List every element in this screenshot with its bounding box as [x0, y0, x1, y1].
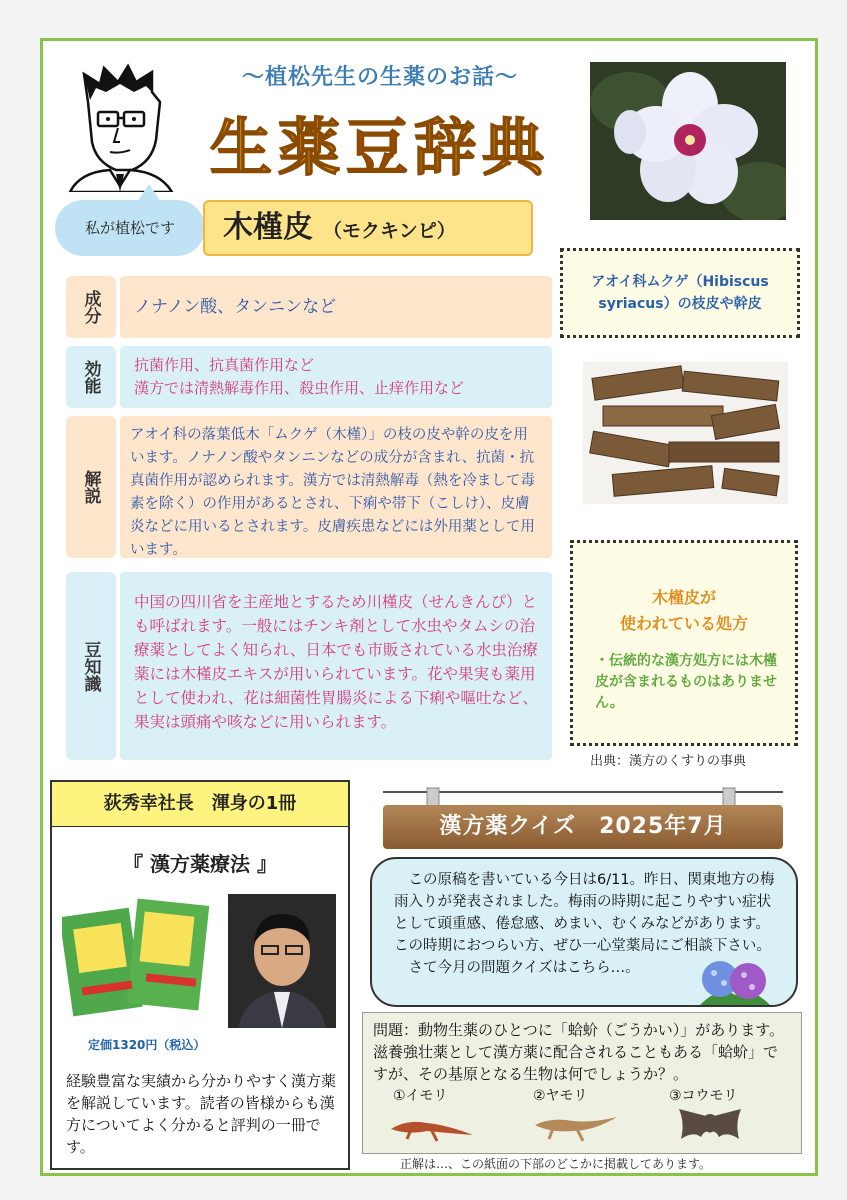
quiz-question-box — [362, 1012, 802, 1154]
label-kaisetsu: 解説 — [66, 416, 116, 558]
herb-reading: （モクキンピ） — [323, 220, 456, 242]
mamechishiki-text: 中国の四川省を主産地とするため川槿皮（せんきんぴ）とも呼ばれます。一般にはチンキ剤として水虫やタムシの治療薬としてよく知られ、日本でも市販されている水虫治療薬には木槿皮エキスが用いられています。花や果実も薬用として使われ、花は細菌性胃腸炎による下痢や嘔吐など、果実は頭痛や咳などに用いられます。 — [120, 572, 552, 760]
label-kouno: 効能 — [66, 346, 116, 408]
label-seibun: 成分 — [66, 276, 116, 338]
label-mamechishiki: 豆知識 — [66, 572, 116, 760]
source-citation: 出典：漢方のくすりの事典 — [590, 754, 747, 769]
source-plant-caption: アオイ科ムクゲ（Hibiscus syriacus）の枝皮や幹皮 — [560, 248, 800, 338]
bat-icon — [675, 1103, 745, 1147]
page-title — [195, 98, 565, 187]
kaisetsu-text: アオイ科の落葉低木「ムクゲ（木槿）」の枝の皮や幹の皮を用います。ノナノン酸やタンニンなどの成分が含まれ、抗菌・抗真菌作用が認められます。漢方では清熱解毒（熱を冷まして毒素を除く）の作用があるとされ、下痢や帯下（こしけ）、皮膚炎などに用いるとされます。皮膚疾患などには外用薬として用います。 — [120, 416, 552, 558]
prescription-title-line1: 木槿皮が — [651, 588, 716, 607]
answer-note: 正解は…、この紙面の下部のどこかに掲載してあります。 — [400, 1157, 712, 1171]
quiz-option-2: ②ヤモリ — [533, 1088, 588, 1104]
uematsu-portrait — [60, 62, 180, 192]
book-description: 経験豊富な実績から分かりやすく漢方薬を解説しています。読者の皆様からも漢方についてよく分かると評判の一冊です。 — [66, 1072, 337, 1156]
quiz-sign: 漢方薬クイズ 2025年7月 — [383, 805, 783, 849]
herb-name: 木槿皮 — [223, 210, 313, 245]
kouno-text: 抗菌作用、抗真菌作用など 漢方では清熱解毒作用、殺虫作用、止痒作用など — [120, 346, 552, 408]
book-header: 荻秀幸社長 渾身の1冊 — [52, 782, 348, 827]
quiz-question: 問題：動物生薬のひとつに「蛤蚧（ごうかい）」があります。滋養強壮薬として漢方薬に配合されることもある「蛤蚧」ですが、その基原となる生物は何でしょうか？。 — [373, 1021, 785, 1083]
gecko-icon — [531, 1105, 621, 1145]
quiz-option-3: ③コウモリ — [669, 1088, 738, 1104]
title-part-1: 生薬 — [209, 111, 346, 184]
book-title: 『 漢方薬療法 』 — [123, 852, 277, 876]
prescription-box — [570, 540, 798, 746]
seibun-text: ノナノン酸、タンニンなど — [120, 276, 552, 338]
herb-name-box — [203, 200, 533, 256]
series-subtitle: ～植松先生の生薬のお話～ — [241, 65, 518, 90]
speech-bubble: 私が植松です — [55, 200, 205, 256]
bark-photo — [583, 362, 788, 504]
book-cover-image — [62, 892, 212, 1027]
prescription-title-line2: 使われている処方 — [619, 614, 748, 633]
quiz-option-1: ①イモリ — [393, 1088, 448, 1104]
quiz-intro-text: この原稿を書いている今日は6/11。昨日、関東地方の梅雨入りが発表されました。梅雨の時期に起こりやすい症状として頭重感、倦怠感、めまい、むくみなどがあります。この時期におつらい方、ぜひ一心堂薬局にご相談下さい。 さて今月の問題クイズはこちら…。 — [394, 872, 775, 976]
title-part-2: 豆 — [345, 111, 414, 184]
prescription-body: ・伝統的な漢方処方には木槿皮が含まれるものはありません。 — [595, 653, 777, 711]
president-photo — [228, 894, 336, 1028]
book-price: 定価1320円（税込） — [88, 1038, 206, 1052]
title-part-3: 辞典 — [414, 111, 551, 184]
newt-icon — [387, 1105, 477, 1145]
book-promo-box — [50, 780, 350, 1170]
hibiscus-flower-photo — [590, 62, 786, 220]
hydrangea-icon — [690, 955, 780, 1011]
prescription-title — [573, 585, 795, 637]
